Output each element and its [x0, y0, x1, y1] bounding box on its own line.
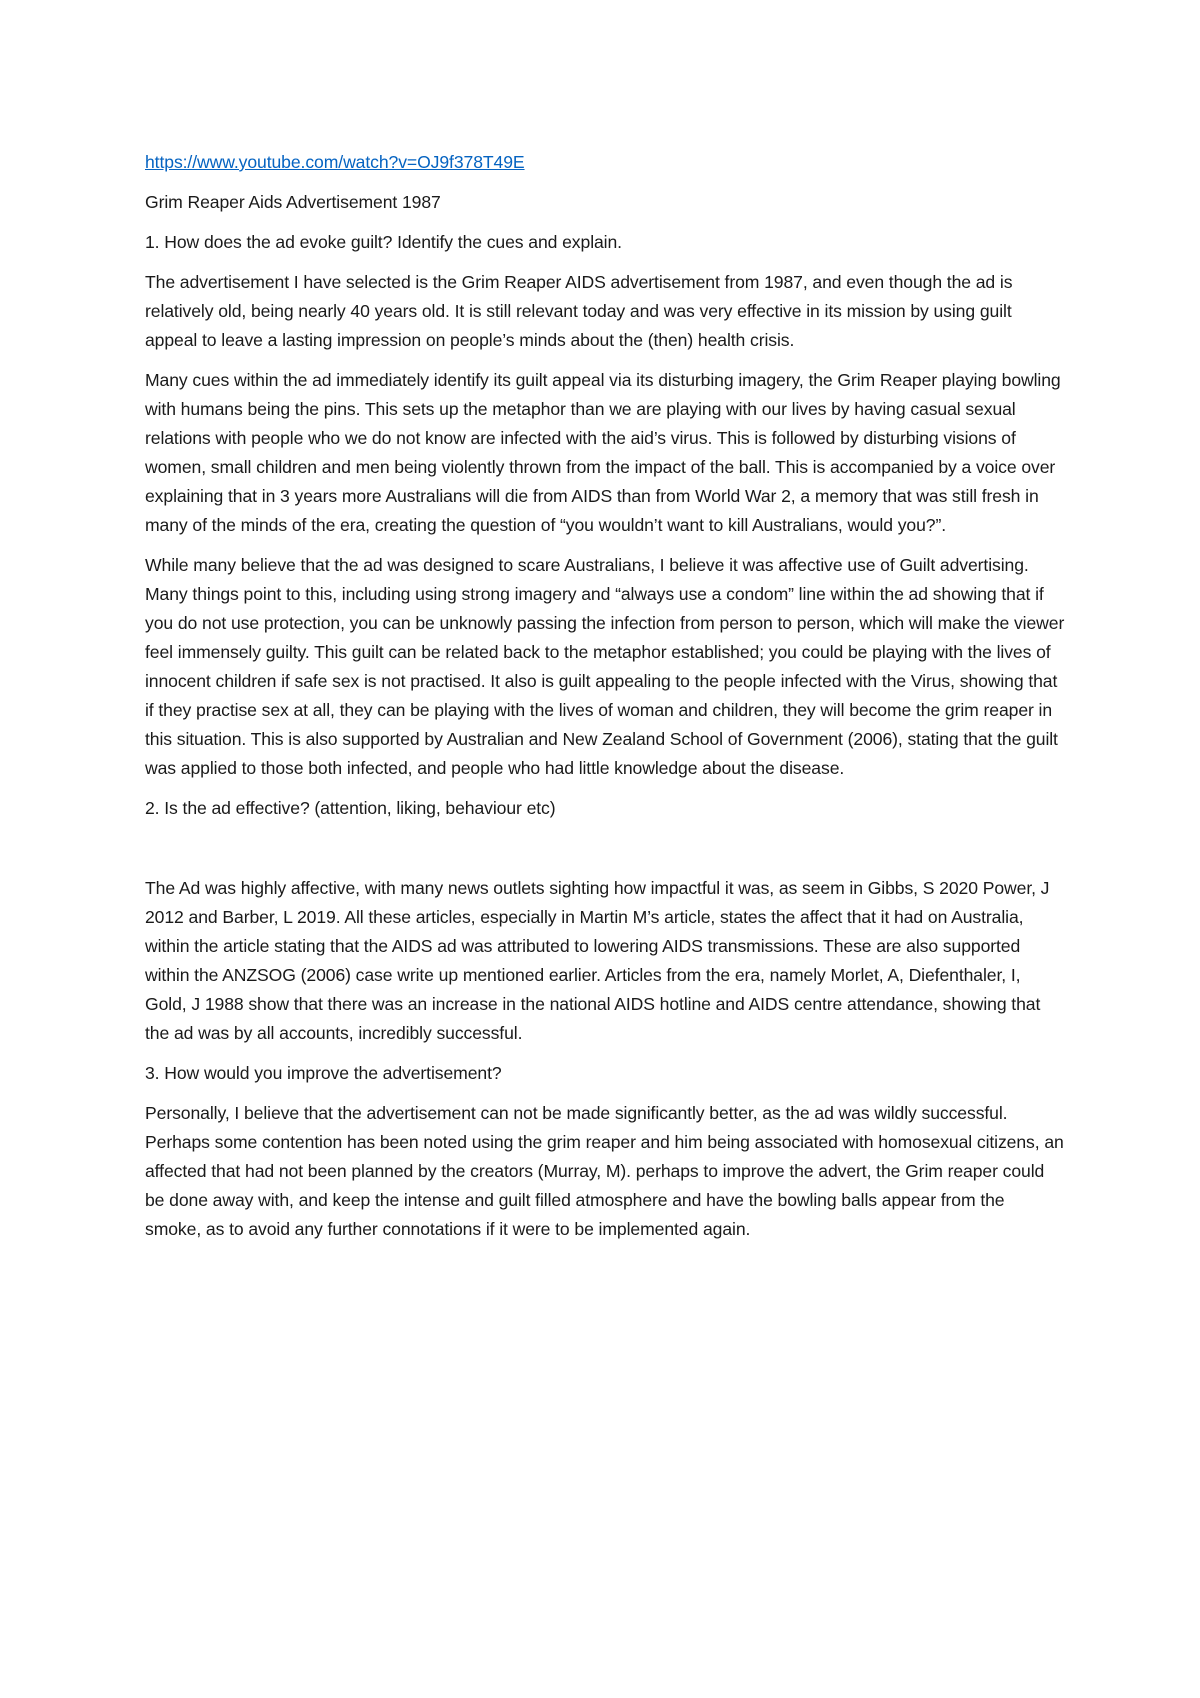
paragraph-5: Personally, I believe that the advertisement can not be made significantly better, as the ad was wildly successful. Perhaps some contention has been noted using the grim reaper and him being associated with homosexual citizens, an affected that had not been planned by the creators (Murray, M). perhaps to improve the advert, the Grim reaper could be done away with, and keep the intense and guilt filled atmosphere and have the bowling balls appear from the smoke, as to avoid any further connotations if it were to be implemented again. — [145, 1103, 1064, 1239]
youtube-link[interactable]: https://www.youtube.com/watch?v=OJ9f378T49E — [145, 152, 525, 172]
question-3: 3. How would you improve the advertisement? — [145, 1063, 502, 1083]
blank-line — [145, 834, 1065, 874]
document-title: Grim Reaper Aids Advertisement 1987 — [145, 192, 441, 212]
document-body — [145, 148, 1065, 1255]
paragraph-1: The advertisement I have selected is the Grim Reaper AIDS advertisement from 1987, and even though the ad is relatively old, being nearly 40 years old. It is still relevant today and was very effective in its mission by using guilt appeal to leave a lasting impression on people’s minds about the (then) health crisis. — [145, 272, 1013, 350]
question-1: 1. How does the ad evoke guilt? Identify the cues and explain. — [145, 232, 622, 252]
paragraph-3: While many believe that the ad was designed to scare Australians, I believe it was affective use of Guilt advertising. Many things point to this, including using strong imagery and “always use a condom” line within the ad showing that if you do not use protection, you can be unknowly passing the infection from person to person, which will make the viewer feel immensely guilty. This guilt can be related back to the metaphor established; you could be playing with the lives of innocent children if safe sex is not practised. It also is guilt appealing to the people infected with the Virus, showing that if they practise sex at all, they can be playing with the lives of woman and children, they will become the grim reaper in this situation. This is also supported by Australian and New Zealand School of Government (2006), stating that the guilt was applied to those both infected, and people who had little knowledge about the disease. — [145, 555, 1065, 778]
paragraph-2: Many cues within the ad immediately identify its guilt appeal via its disturbing imagery, the Grim Reaper playing bowling with humans being the pins. This sets up the metaphor than we are playing with our lives by having casual sexual relations with people who we do not know are infected with the aid’s virus. This is followed by disturbing visions of women, small children and men being violently thrown from the impact of the ball. This is accompanied by a voice over explaining that in 3 years more Australians will die from AIDS than from World War 2, a memory that was still fresh in many of the minds of the era, creating the question of “you wouldn’t want to kill Australians, would you?”. — [145, 370, 1061, 535]
question-2: 2. Is the ad effective? (attention, liking, behaviour etc) — [145, 798, 556, 818]
paragraph-4: The Ad was highly affective, with many news outlets sighting how impactful it was, as seem in Gibbs, S 2020 Power, J 2012 and Barber, L 2019. All these articles, especially in Martin M’s article, states the affect that it had on Australia, within the article stating that the AIDS ad was attributed to lowering AIDS transmissions. These are also supported within the ANZSOG (2006) case write up mentioned earlier. Articles from the era, namely Morlet, A, Diefenthaler, I, Gold, J 1988 show that there was an increase in the national AIDS hotline and AIDS centre attendance, showing that the ad was by all accounts, incredibly successful. — [145, 878, 1050, 1043]
